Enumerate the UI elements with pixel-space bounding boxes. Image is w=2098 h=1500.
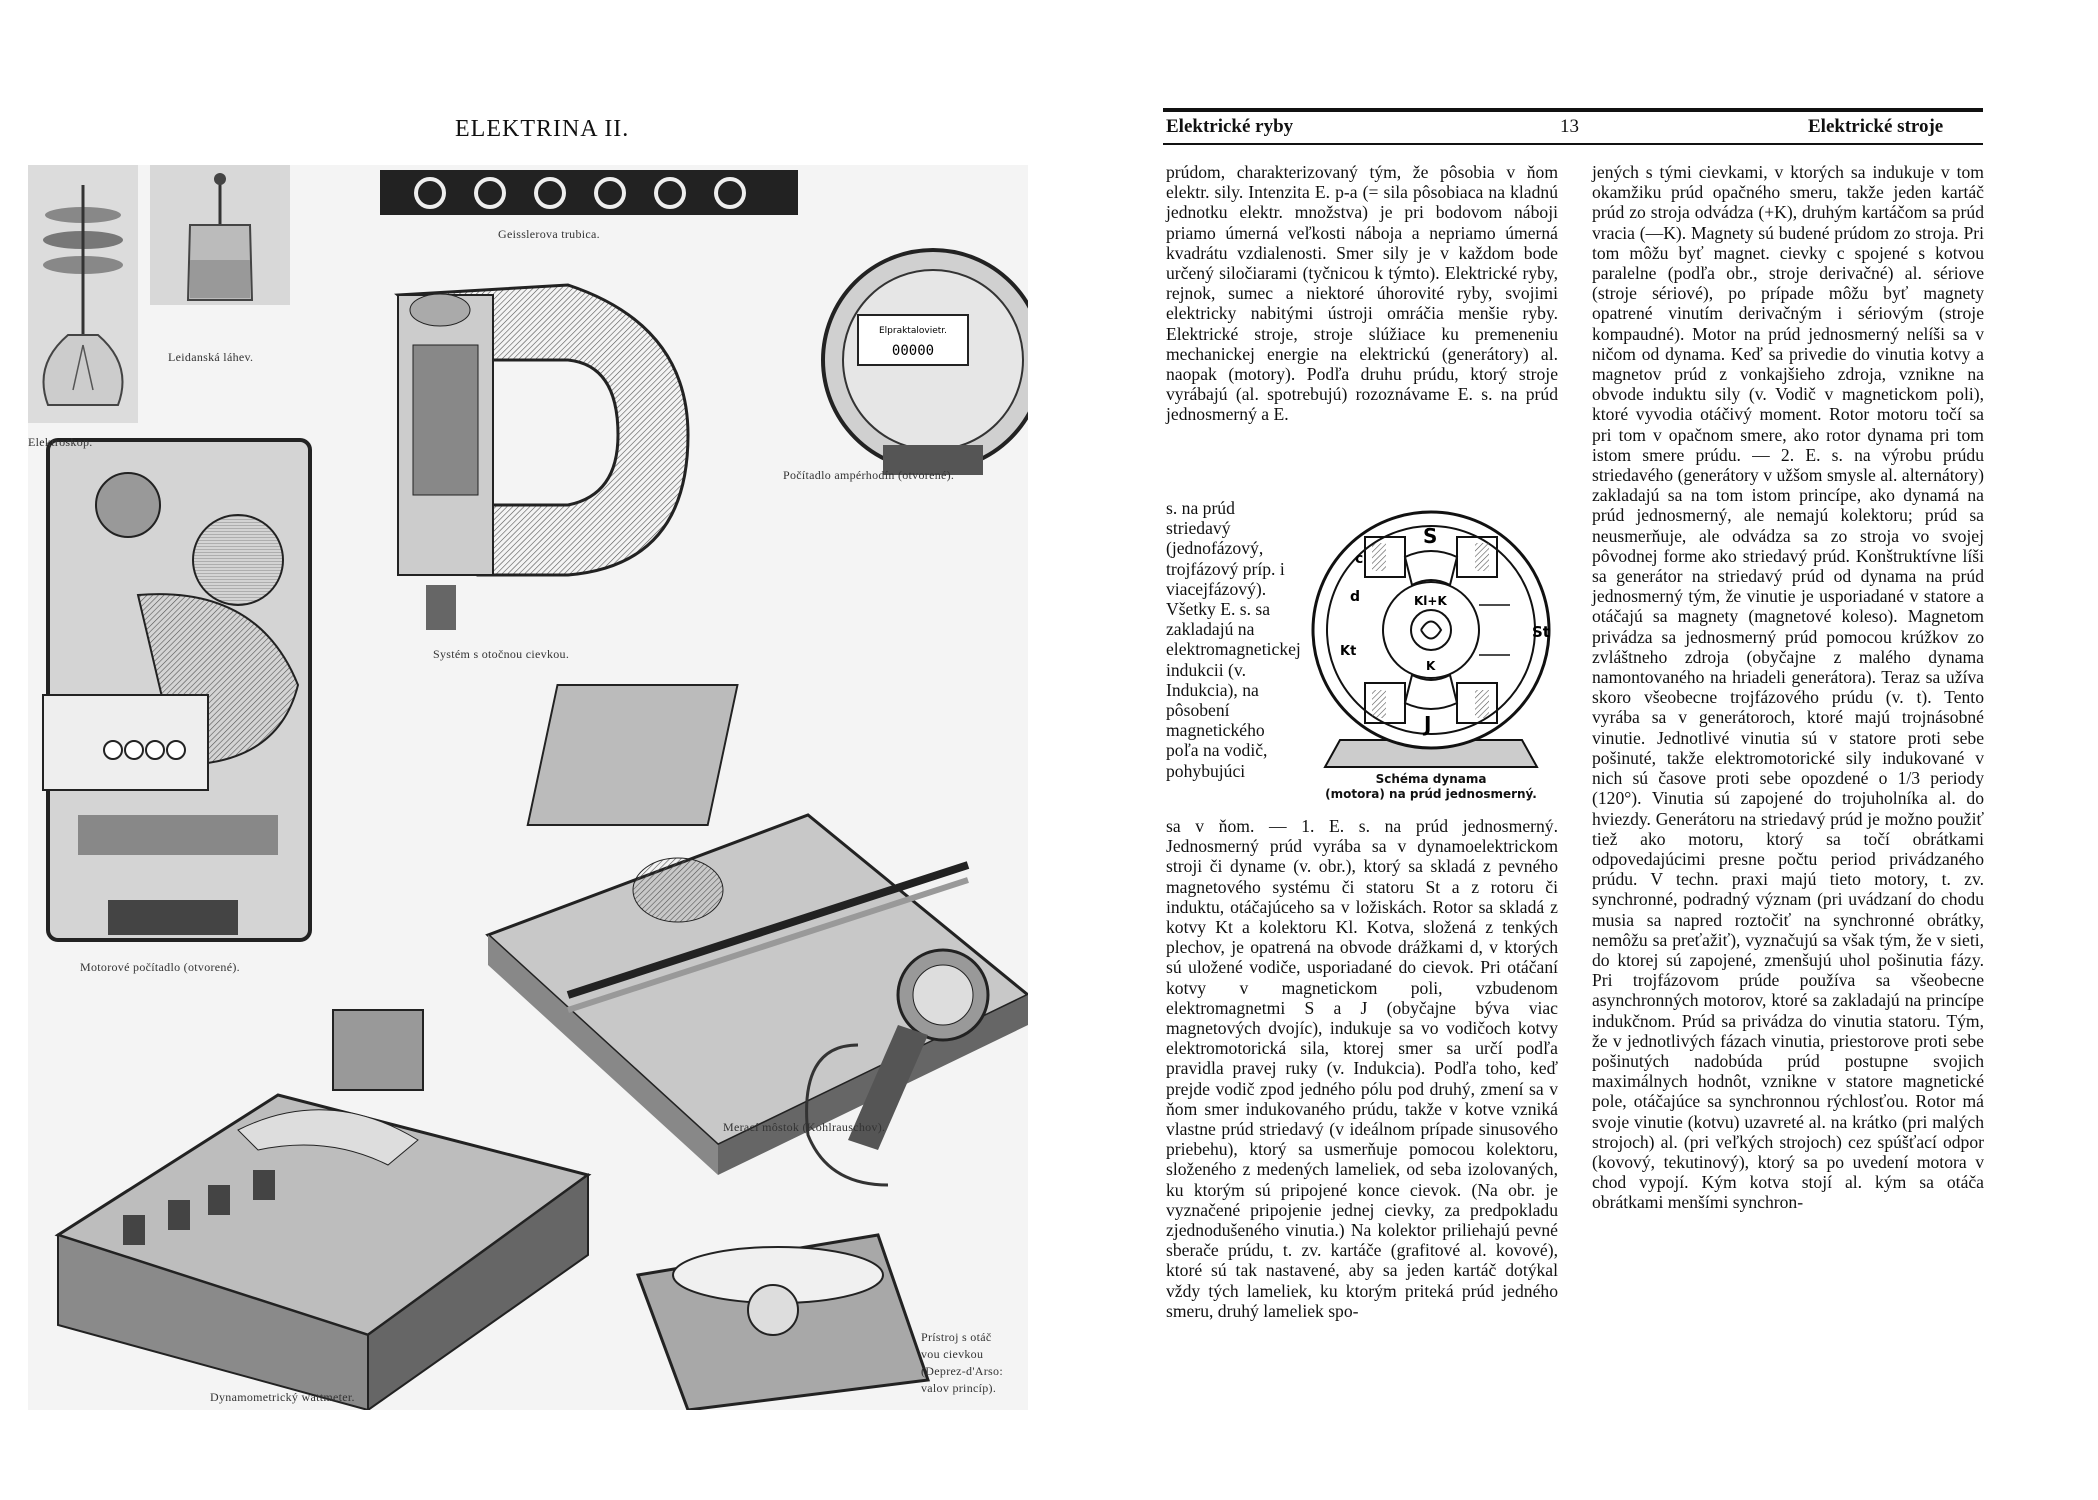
caption-instrument-line2: vou cievkou xyxy=(921,1347,984,1361)
caption-leyden-jar: Leidanská láhev. xyxy=(168,350,254,364)
column-1-top-text: prúdom, charakterizovaný tým, že pôsobia v ňom elektr. sily. Intenzita E. p-a (= sila pôsobiaca na kladnú jednotku elektr. množstva) je pri bodovom náboji priamo úmerná veľkosti náboja a nepriamo úmerná kvadrátu vzdialenosti. Smer sily je v každom bode určený siločiarami (tyčnicou k týmto). Elektrické ryby, rejnok, sumec a niektoré úhorovité ryby, svojimi elektricky nabitými ústroji omráčia menšie ryby. Elektrické stroje, stroje slúžiace ku premeneniu mechanickej energie na elektrickú (generátory) al. naopak (motory). Podľa druhu prúdu, ktorý stroje vyrábajú (al. spotrebujú) rozoznávame E. s. na prúd jednosmerný a E. xyxy=(1166,162,1558,425)
dynamo-schematic xyxy=(1300,505,1562,790)
caption-wattmeter: Dynamometrický wattmeter. xyxy=(210,1390,355,1404)
caption-motor-meter: Motorové počítadlo (otvorené). xyxy=(80,960,240,974)
column-1-bottom xyxy=(1166,816,1558,1321)
caption-instrument-line4: valov princíp). xyxy=(921,1381,997,1395)
figure-caption-line1: Schéma dynama xyxy=(1375,772,1487,786)
dynamo-schematic-drawing xyxy=(1300,505,1562,770)
electroscope-illustration xyxy=(28,165,138,423)
wattmeter-illustration xyxy=(58,1010,588,1410)
geissler-tube-illustration xyxy=(380,170,798,215)
label-Kl-plus-K: Kl+K xyxy=(1414,594,1447,608)
page-number: 13 xyxy=(1560,116,1579,137)
figure-caption-line2: (motora) na prúd jednosmerný. xyxy=(1325,787,1537,801)
running-head-left: Elektrické ryby xyxy=(1166,116,1294,137)
column-2-text: jených s tými cievkami, v ktorých sa indukuje v tom okamžiku prúd opačného smeru, takže jeden kartáč prúd zo stroja odvádza (+K), druhým kartáčom sa prúd vracia (—K). Magnety sú budené prúdom zo stroja. Pri tom môžu byť magnet. cievky c spojené s kotvou paralelne (podľa obr., stroje derivačné) al. sériove (stroje sériové), po prípade môžu byť magnety opatrené vinutím derivačným i sériovým (stroje kompaudné). Motor na prúd jednosmerný nelíši sa v ničom od dynama. Keď sa privedie do vinutia kotvy a magnetov prúd z vonkajšieho zdroja, vznikne na obvode induktu sily (v. Vodič v magnetickom poli), ktoré vyvodia otáčivý moment. Rotor motoru točí sa pri tom v opačnom smere, ako rotor dynama pri tom istom smere prúdu. — 2. E. s. na výrobu prúdu striedavého (generátory v užšom smysle al. alternátory) zakladajú sa na tom istom princípe, ako dynamá na prúd jednosmerný, ale nemajú kolektoru; prúd sa neusmerňuje, ale odvádza sa zo stroja vo svojej pôvodnej forme ako striedavý prúd. Konštruktívne líši sa generátor na striedavý prúd od dynama na prúd jednosmerný tým, že vinutie je usporiadané v statore a otáčajú sa magnety (magnetové koleso). Magnetom privádza sa jednosmerný prúd pomocou krúžkov zo zvláštneho zdroja (obyčajne z malého dynama namontovaného na hriadeli generátora). Teraz sa užíva skoro všeobecne trojfázového prúdu (v. t). Tento vyrába sa v generátoroch, ktoré majú trojnásobné vinutie. Jednotlivé vinutia sú v statore proti sebe pošinuté, takže elektromotorické sily indukované v nich sú časove proti sebe opozdené o 1/3 periody (120°). Vinutia sú zapojené do trojuholníka al. do hviezdy. Generátoru na striedavý prúd je možno použiť tiež ako motoru, ktorý sa točí obrátkami odpovedajúcimi presne počtu period privádzaného prúdu. V techn. praxi majú tieto motory, t. zv. synchronné, podradný význam (pri uvádzaní do chodu musia sa napred roztočiť na synchronné obrátky, nemôžu sa preťažiť), vyznačujú sa však tým, že v sieti, do ktorej sú zapojené, zmenšujú uhol pošinutia fázy. Pri trojfázovom prúde používa sa všeobecne asynchronných motorov, ktoré sa zakladajú na princípe indukčnom. Prúd sa privádza do vinutia statoru. Tým, že v jednotlivých fázach vinutia, priestorove proti sebe pošinutých nadobúda prúd postupne svojich maximálnych hodnôt, vznikne v statore magnetické pole, otáčajúce sa synchronnou rýchlosťou. Rotor má svoje vinutie (kotvu) uzavreté al. na krátko (pri malých strojoch) al. (pri veľkých strojoch) cez spúšťací odpor (kovový, tekutinový), ktorý sa po uvedení motora v chod vypojí. Kým kotva stojí al. kým sa otáča obrátkami menšími synchron- xyxy=(1592,162,1984,1213)
label-Kt: Kt xyxy=(1340,644,1357,659)
label-d: d xyxy=(1350,589,1361,605)
motor-meter-illustration xyxy=(43,440,310,940)
leyden-jar-illustration xyxy=(150,165,290,305)
caption-measuring-bridge: Merací môstok (Kohlrauschov). xyxy=(723,1120,886,1134)
column-1-narrow-text: s. na prúd striedavý (jednofázový, trojfázový príp. i viacejfázový). Všetky E. s. sa zakladajú na elektromagnetickej indukcii (v. Indukcia), na pôsobení magnetického poľa na vodič, pohybujúci xyxy=(1166,498,1301,781)
label-J: J xyxy=(1424,712,1432,736)
illustration-plate xyxy=(28,165,1028,1410)
caption-instrument-line3: (Deprez-d'Arso: xyxy=(921,1364,1003,1378)
column-1-top xyxy=(1166,162,1558,425)
running-head-right: Elektrické stroje xyxy=(1808,116,1944,137)
moving-coil-system-illustration xyxy=(398,285,688,630)
header-rule-bottom xyxy=(1163,143,1983,145)
column-2 xyxy=(1592,162,1984,1213)
label-St: St xyxy=(1532,623,1550,641)
caption-electroscope: Elektroskop. xyxy=(28,435,93,449)
column-1-narrow xyxy=(1166,498,1301,781)
caption-ampere-hour-counter: Počítadlo ampérhodín (otvorené). xyxy=(783,468,955,482)
header-rule-top xyxy=(1163,108,1983,112)
caption-geissler-tube: Geisslerova trubica. xyxy=(498,227,600,241)
label-minus-K: K xyxy=(1426,659,1436,673)
figure-caption xyxy=(1300,772,1562,802)
ampere-hour-counter-illustration xyxy=(823,250,1028,475)
caption-moving-coil-system: Systém s otočnou cievkou. xyxy=(433,647,570,661)
counter-digits: 00000 xyxy=(891,343,935,359)
counter-brand: Elpraktalovietr. xyxy=(878,326,948,336)
label-S: S xyxy=(1423,524,1438,548)
moving-coil-instrument-illustration xyxy=(638,1235,928,1410)
measuring-bridge-illustration xyxy=(488,685,1028,1185)
label-c: c xyxy=(1355,551,1364,567)
column-1-bottom-text: sa v ňom. — 1. E. s. na prúd jednosmerný. Jednosmerný prúd vyrába sa v dynamoelektrickom stroji či dyname (v. obr.), ktorý sa skladá z pevného magnetového systému či statoru St a z rotoru či induktu, otáčajúceho sa v ložiskách. Rotor sa skladá z kotvy Kt a kolektoru Kl. Kotva, složená z tenkých plechov, je opatrená na obvode drážkami d, v ktorých sú uložené vodiče, usporiadané do cievok. Pri otáčaní kotvy v magnetickom poli, vzbudenom elektromagnetmi S a J (obyčajne býva viac magnetových dvojíc), indukuje sa vo vodičoch kotvy elektromotorická sila, ktorej smer sa určí podľa pravidla pravej ruky (v. Indukcia). Podľa toho, keď prejde vodič zpod jedného pólu pod druhý, zmení sa v ňom smer indukovaného prúdu, takže v kotve vzniká vlastne prúd striedavý (v ideálnom prípade sinusového priebehu), ktorý sa usmerňuje pomocou kolektoru, složeného z medených lameliek, od seba izolovaných, ku ktorým sú pripojené konce cievok. (Na obr. je vyznačené pripojenie jednej cievky, za predpokladu zjednodušeného vinutia.) Na kolektor priliehajú pevné sberače prúdu, t. zv. kartáče (grafitové al. kovové), ktoré sú tak nastavené, aby sa jeden kartáč dotýkal vždy tých lameliek, ku ktorým priteká prúd jedného smeru, druhý lameliek spo- xyxy=(1166,816,1558,1321)
plate-title: ELEKTRINA II. xyxy=(455,116,630,142)
caption-instrument-line1: Prístroj s otáč xyxy=(921,1330,992,1344)
